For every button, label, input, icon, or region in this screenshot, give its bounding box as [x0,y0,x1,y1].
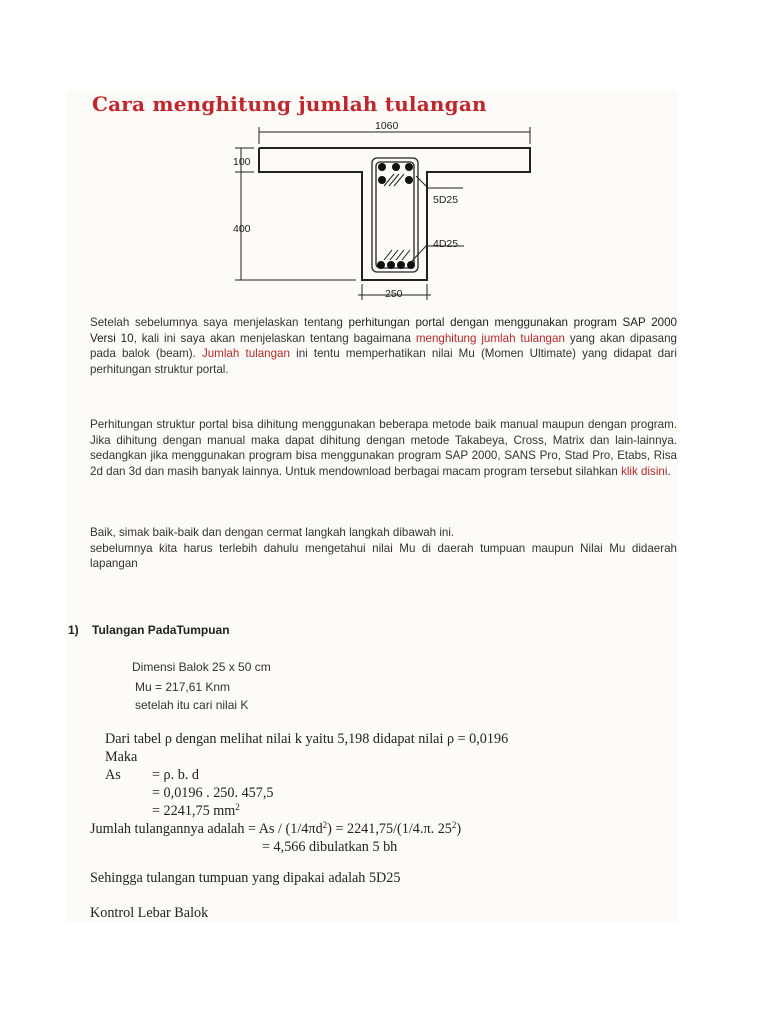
top-bar [405,176,413,184]
jumlah-tulangan-line [90,821,461,838]
top-bar [378,176,386,184]
as-formula: = ρ. b. d [152,767,200,783]
hatch-marks [384,174,410,260]
dim-web-width: 250 [385,288,403,300]
dim-web-height: 400 [233,223,251,235]
conclusion-line: Sehingga tulangan tumpuan yang dipakai adalah 5D25 [90,870,401,886]
methods-paragraph [90,417,677,480]
t-beam-section-diagram [226,114,546,304]
beam-dimension: Dimensi Balok 25 x 50 cm [132,660,271,674]
para1-text: ini tentu memperhatikan nilai Mu (Momen Ultimate) yang didapat dari perhitungan struktur portal. [90,347,677,377]
bottom-bar [377,261,385,269]
jumlah-part: Jumlah tulangannya adalah = As / (1/4πd [90,821,323,837]
as-result-value: = 2241,75 mm [152,803,236,819]
as-label: As [105,767,121,783]
page-title: Cara menghitung jumlah tulangan [92,92,487,116]
bottom-bar [397,261,405,269]
para1-text: Setelah sebelumnya saya menjelaskan tentang [90,316,349,329]
steps-intro-line: sebelumnya kita harus terlebih dahulu mengetahui nilai Mu di daerah tumpuan maupun Nilai Mu didaerah lapangan [90,541,677,571]
para1-text: yang akan dipasang pada balok (beam). [90,331,677,361]
bottom-bar [387,261,395,269]
as-result [152,803,240,820]
dimension-lines [235,127,530,300]
jumlah-part: ) = 2241,75/(1/4.π. 25 [327,821,452,837]
steps-intro-line: Baik, simak baik-baik dan dengan cermat langkah langkah dibawah ini. [90,526,455,539]
bottom-bar [407,261,415,269]
stirrup [372,158,418,272]
jumlah-result: = 4,566 dibulatkan 5 bh [262,839,398,855]
link-menghitung-jumlah-tulangan[interactable]: menghitung jumlah tulangan [415,331,565,345]
dim-flange-width: 1060 [375,120,399,132]
jumlah-part: ) [456,821,462,837]
kontrol-heading: Kontrol Lebar Balok [90,905,209,921]
para2-text: . [667,465,671,479]
section-number: 1) [68,623,79,637]
para1-text: , kali ini saya akan menjelaskan tentang bagaimana [133,331,416,345]
as-result-exponent: 2 [235,802,240,812]
next-step-note: setelah itu cari nilai K [135,698,249,712]
section-title: Tulangan PadaTumpuan [92,623,230,637]
jumlah-exponent: 2 [322,820,328,830]
intro-paragraph [90,315,677,378]
link-klik-disini[interactable]: klik disini [621,465,668,479]
label-bottom-bars: 4D25 [433,238,459,250]
steps-intro-paragraph [90,525,677,572]
rho-line: Dari tabel ρ dengan melihat nilai k yaitu 5,198 didapat nilai ρ = 0,0196 [105,731,509,747]
label-top-bars: 5D25 [433,194,459,206]
link-jumlah-tulangan[interactable]: Jumlah tulangan [201,347,290,361]
dim-flange-thickness: 100 [233,156,251,168]
sap-2000-reference: perhitungan portal dengan menggunakan program SAP 2000 Versi 10 [90,316,678,345]
maka-line: Maka [105,749,138,765]
para2-text: Perhitungan struktur portal bisa dihitung menggunakan beberapa metode baik manual maupun dengan program. Jika dihitung dengan manual maka dapat dihitung dengan metode Takabeya, Cross, Matrix dan lain-lainnya. sedangkan jika menggunakan program bisa menggunakan program SAP 2000, SANS Pro, Stad Pro, Etabs, Risa 2d dan 3d dan masih banyak lainnya. Untuk mendownload berbagai macam program tersebut silahkan [90,418,677,479]
top-bar [405,163,413,171]
section-heading [68,623,230,637]
mu-value: Mu = 217,61 Knm [135,680,231,694]
top-bar [392,163,400,171]
as-substitution: = 0,0196 . 250. 457,5 [152,785,274,801]
top-bar [378,163,386,171]
jumlah-exponent: 2 [451,820,457,830]
